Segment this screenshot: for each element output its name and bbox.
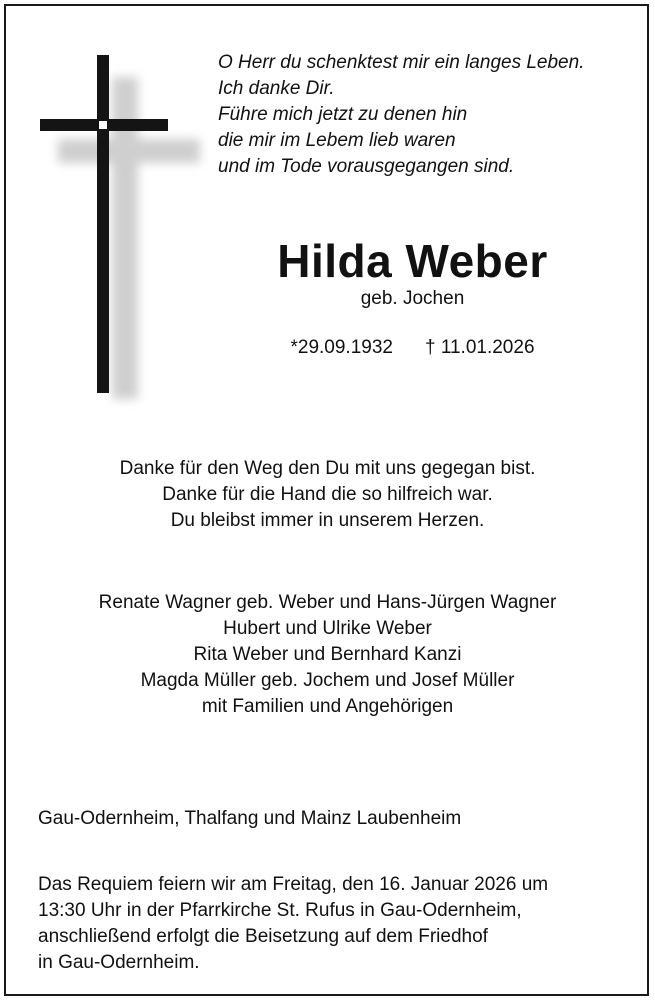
mourner-line: Magda Müller geb. Jochem und Josef Müller xyxy=(140,670,515,691)
life-dates xyxy=(200,336,625,360)
requiem-line: 13:30 Uhr in der Pfarrkirche St. Rufus in Gau-Odernheim, xyxy=(38,900,522,921)
requiem-line: in Gau-Odernheim. xyxy=(38,952,200,973)
maiden-name: geb. Jochen xyxy=(360,288,465,309)
poem-line: Ich danke Dir. xyxy=(218,78,335,99)
mourner-line: Rita Weber und Bernhard Kanzi xyxy=(193,644,462,665)
requiem-line: anschließend erfolgt die Beisetzung auf dem Friedhof xyxy=(38,926,488,947)
thanks-line: Du bleibst immer in unserem Herzen. xyxy=(170,510,485,531)
thanks-line: Danke für den Weg den Du mit uns gegegan bist. xyxy=(119,458,536,479)
mourners-list xyxy=(20,590,635,720)
poem-line: und im Tode vorausgegangen sind. xyxy=(218,156,515,177)
thanks-verse xyxy=(20,456,635,534)
death-date: † 11.01.2026 xyxy=(424,337,535,358)
thanks-line: Danke für die Hand die so hilfreich war. xyxy=(162,484,493,505)
places-line: Gau-Odernheim, Thalfang und Mainz Laubenheim xyxy=(38,808,462,829)
poem xyxy=(218,50,638,180)
cross-icon xyxy=(40,55,180,405)
birth-date: *29.09.1932 xyxy=(290,337,393,358)
mourner-line: mit Familien und Angehörigen xyxy=(201,696,454,717)
cross-shadow-horizontal xyxy=(58,139,200,163)
deceased-name: Hilda Weber xyxy=(277,235,548,287)
poem-line: die mir im Lebem lieb waren xyxy=(218,130,456,151)
mourner-line: Renate Wagner geb. Weber und Hans-Jürgen Wagner xyxy=(98,592,557,613)
mourner-line: Hubert und Ulrike Weber xyxy=(223,618,432,639)
cross-vertical-beam xyxy=(97,55,109,393)
poem-line: O Herr du schenktest mir ein langes Leben. xyxy=(218,52,585,73)
cross-center-highlight xyxy=(99,121,107,129)
requiem-notice xyxy=(38,872,638,976)
poem-line: Führe mich jetzt zu denen hin xyxy=(218,104,468,125)
requiem-line: Das Requiem feiern wir am Freitag, den 16. Januar 2026 um xyxy=(38,874,549,895)
